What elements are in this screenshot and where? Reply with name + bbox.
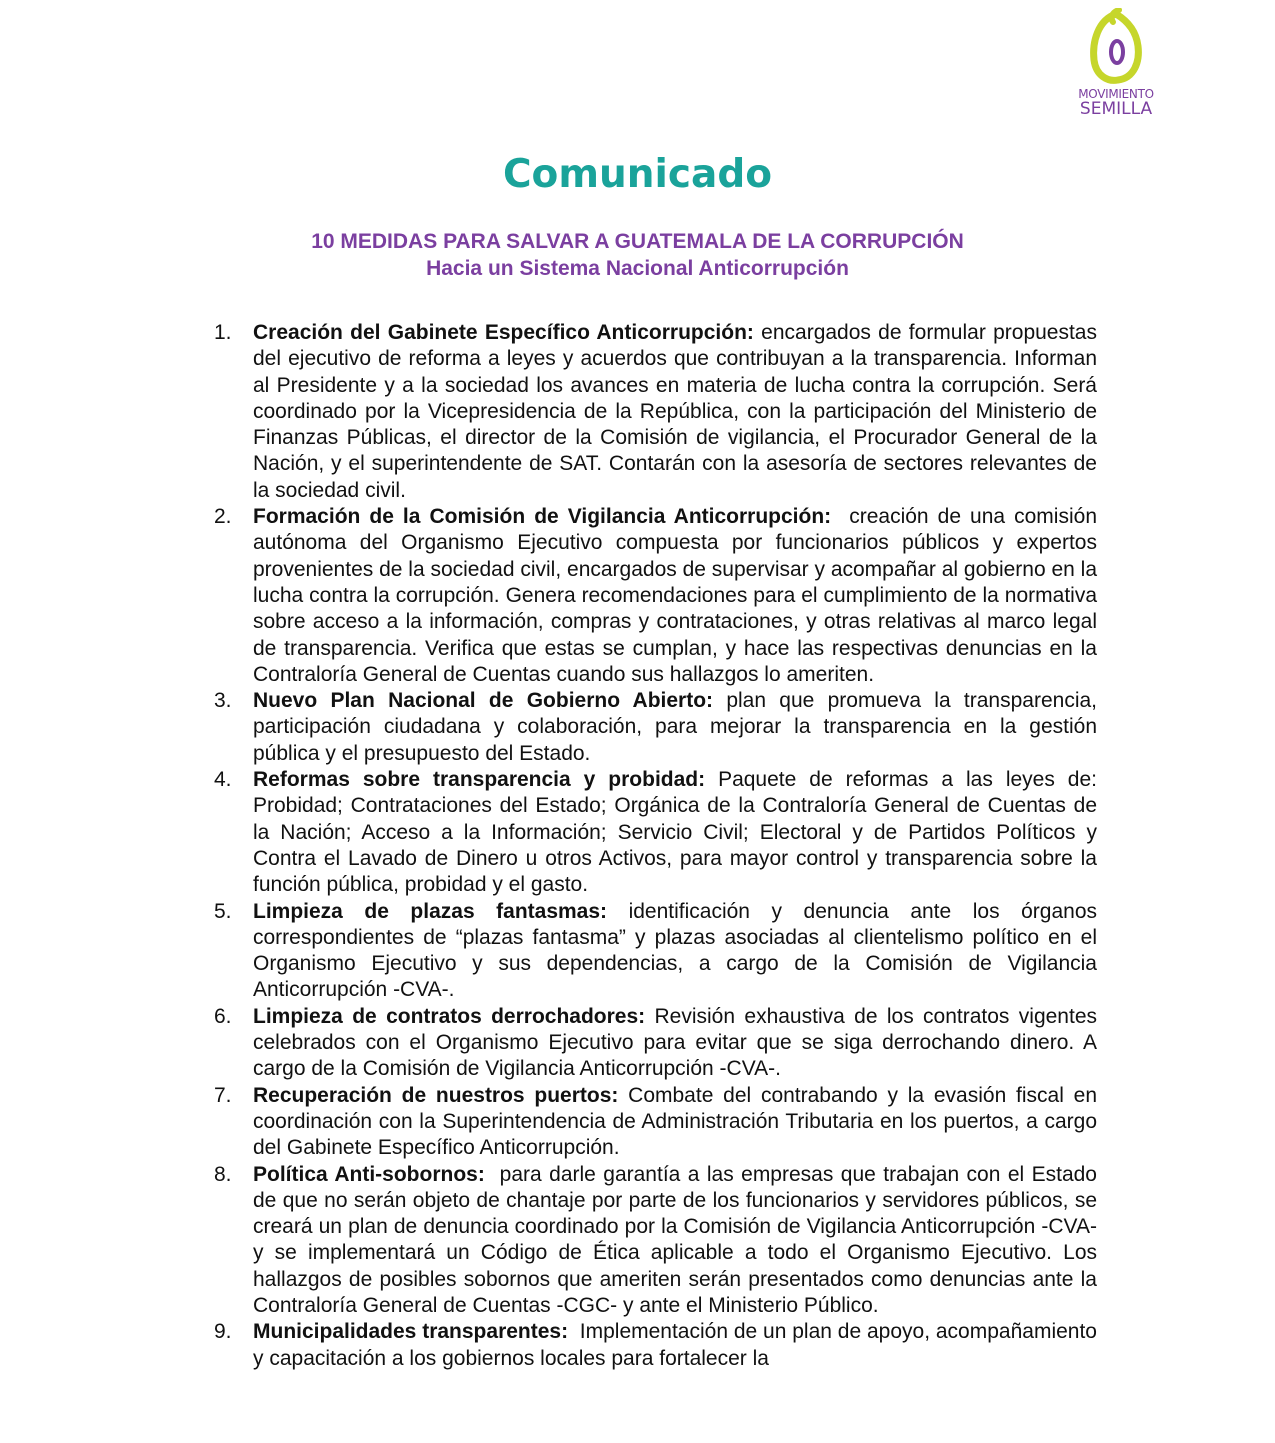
list-item-heading: Municipalidades transparentes: xyxy=(253,1320,569,1344)
list-item-text: creación de una comisión autónoma del Organismo Ejecutivo compuesta por funcionarios públicos y expertos provenientes de la sociedad civil, encargados de supervisar y acompañar al gobierno en la lucha contra la corrupción. Genera recomendaciones para el cumplimiento de la normativa sobre acceso a la información, compras y contrataciones, y otras relativas al marco legal de transparencia. Verifica que estas se cumplan, y hace las respectivas denuncias en la Contraloría General de Cuentas cuando sus hallazgos lo ameriten. xyxy=(253,505,1103,686)
list-item-text: Revisión exhaustiva de los contratos vigentes celebrados con el Organismo Ejecutivo para evitar que se siga derrochando dinero. A cargo de la Comisión de Vigilancia Anticorrupción -CVA-. xyxy=(253,1004,1103,1081)
page-title: Comunicado xyxy=(502,152,773,197)
list-item-text: Combate del contrabando y la evasión fiscal en coordinación con la Superintendencia de Administración Tributaria en los puertos, a cargo del Gabinete Específico Anticorrupción. xyxy=(253,1083,1103,1160)
list-item-heading: Política Anti-sobornos: xyxy=(253,1162,485,1186)
list-item-body xyxy=(253,1083,1103,1162)
list-item-number: 7. xyxy=(214,1083,232,1107)
list-item-number: 9. xyxy=(214,1320,232,1344)
logo-text-movimiento: MOVIMIENTO xyxy=(1078,87,1154,101)
list-item-text: identificación y denuncia ante los órganos correspondientes de “plazas fantasma” y plazas asociadas al clientelismo político en el Organismo Ejecutivo y sus dependencias, a cargo de la Comisión de Vigilancia Anticorrupción -CVA-. xyxy=(253,899,1103,1002)
list-item-text: plan que promueva la transparencia, participación ciudadana y colaboración, para mejorar la transparencia en la gestión pública y el presupuesto del Estado. xyxy=(253,689,1103,765)
list-item-text: Implementación de un plan de apoyo, acompañamiento y capacitación a los gobiernos locales para fortalecer la xyxy=(253,1320,1103,1370)
list-item-number: 8. xyxy=(214,1162,232,1186)
list-item-heading: Recuperación de nuestros puertos: xyxy=(253,1083,619,1107)
logo-text-semilla: SEMILLA xyxy=(1079,99,1153,119)
list-item-body xyxy=(253,899,1103,1004)
list-item xyxy=(0,1004,1275,1083)
list-item-number: 6. xyxy=(214,1004,232,1028)
list-item-body xyxy=(253,688,1103,767)
list-item-heading: Limpieza de contratos derrochadores: xyxy=(253,1004,646,1028)
measures-list xyxy=(0,320,1275,1372)
list-item xyxy=(0,1162,1275,1320)
list-item xyxy=(0,899,1275,1004)
list-item-heading: Nuevo Plan Nacional de Gobierno Abierto: xyxy=(253,689,714,713)
list-item-text: encargados de formular propuestas del ejecutivo de reforma a leyes y acuerdos que contribuyan a la transparencia. Informan al Presidente y a la sociedad los avances en materia de lucha contra la corrupción. Será coordinado por la Vicepresidencia de la República, con la participación del Ministerio de Finanzas Públicas, el director de la Comisión de vigilancia, el Procurador General de la Nación, y el superintendente de SAT. Contarán con la asesoría de sectores relevantes de la sociedad civil. xyxy=(253,321,1103,502)
list-item-number: 2. xyxy=(214,505,232,529)
movimiento-semilla-logo xyxy=(1068,8,1164,119)
list-item-heading: Creación del Gabinete Específico Anticorrupción: xyxy=(253,321,754,344)
seed-logo-icon xyxy=(1086,8,1146,86)
list-item xyxy=(0,320,1275,504)
list-item-number: 3. xyxy=(214,689,232,713)
list-item-text: Paquete de reformas a las leyes de: Probidad; Contrataciones del Estado; Orgánica de la Contraloría General de Cuentas de la Nación; Acceso a la Información; Servicio Civil; Electoral y de Partidos Políticos y Contra el Lavado de Dinero u otros Activos, para mayor control y transparencia sobre la función pública, probidad y el gasto. xyxy=(253,768,1103,897)
list-item-heading: Reformas sobre transparencia y probidad: xyxy=(253,768,706,792)
list-item xyxy=(0,688,1275,767)
list-item-body xyxy=(253,320,1103,504)
list-item-body xyxy=(253,504,1103,688)
list-item xyxy=(0,767,1275,898)
list-item-body xyxy=(253,767,1103,898)
list-item-heading: Formación de la Comisión de Vigilancia Anticorrupción: xyxy=(253,505,832,529)
list-item-number: 4. xyxy=(214,768,232,792)
subtitle-main: 10 MEDIDAS PARA SALVAR A GUATEMALA DE LA CORRUPCIÓN xyxy=(311,230,964,253)
list-item-number: 1. xyxy=(214,321,232,344)
list-item xyxy=(0,1083,1275,1162)
subtitle-secondary: Hacia un Sistema Nacional Anticorrupción xyxy=(426,257,849,280)
list-item-body xyxy=(253,1162,1103,1320)
list-item-body xyxy=(253,1319,1103,1372)
list-item-body xyxy=(253,1004,1103,1083)
list-item-heading: Limpieza de plazas fantasmas: xyxy=(253,899,608,923)
list-item-number: 5. xyxy=(214,899,232,923)
list-item xyxy=(0,1319,1275,1372)
list-item xyxy=(0,504,1275,688)
list-item-text: para darle garantía a las empresas que trabajan con el Estado de que no serán objeto de chantaje por parte de los funcionarios y servidores públicos, se creará un plan de denuncia coordinado por la Comisión de Vigilancia Anticorrupción -CVA- y se implementará un Código de Ética aplicable a todo el Organismo Ejecutivo. Los hallazgos de posibles sobornos que ameriten serán presentados como denuncias ante la Contraloría General de Cuentas -CGC- y ante el Ministerio Público. xyxy=(253,1162,1103,1317)
